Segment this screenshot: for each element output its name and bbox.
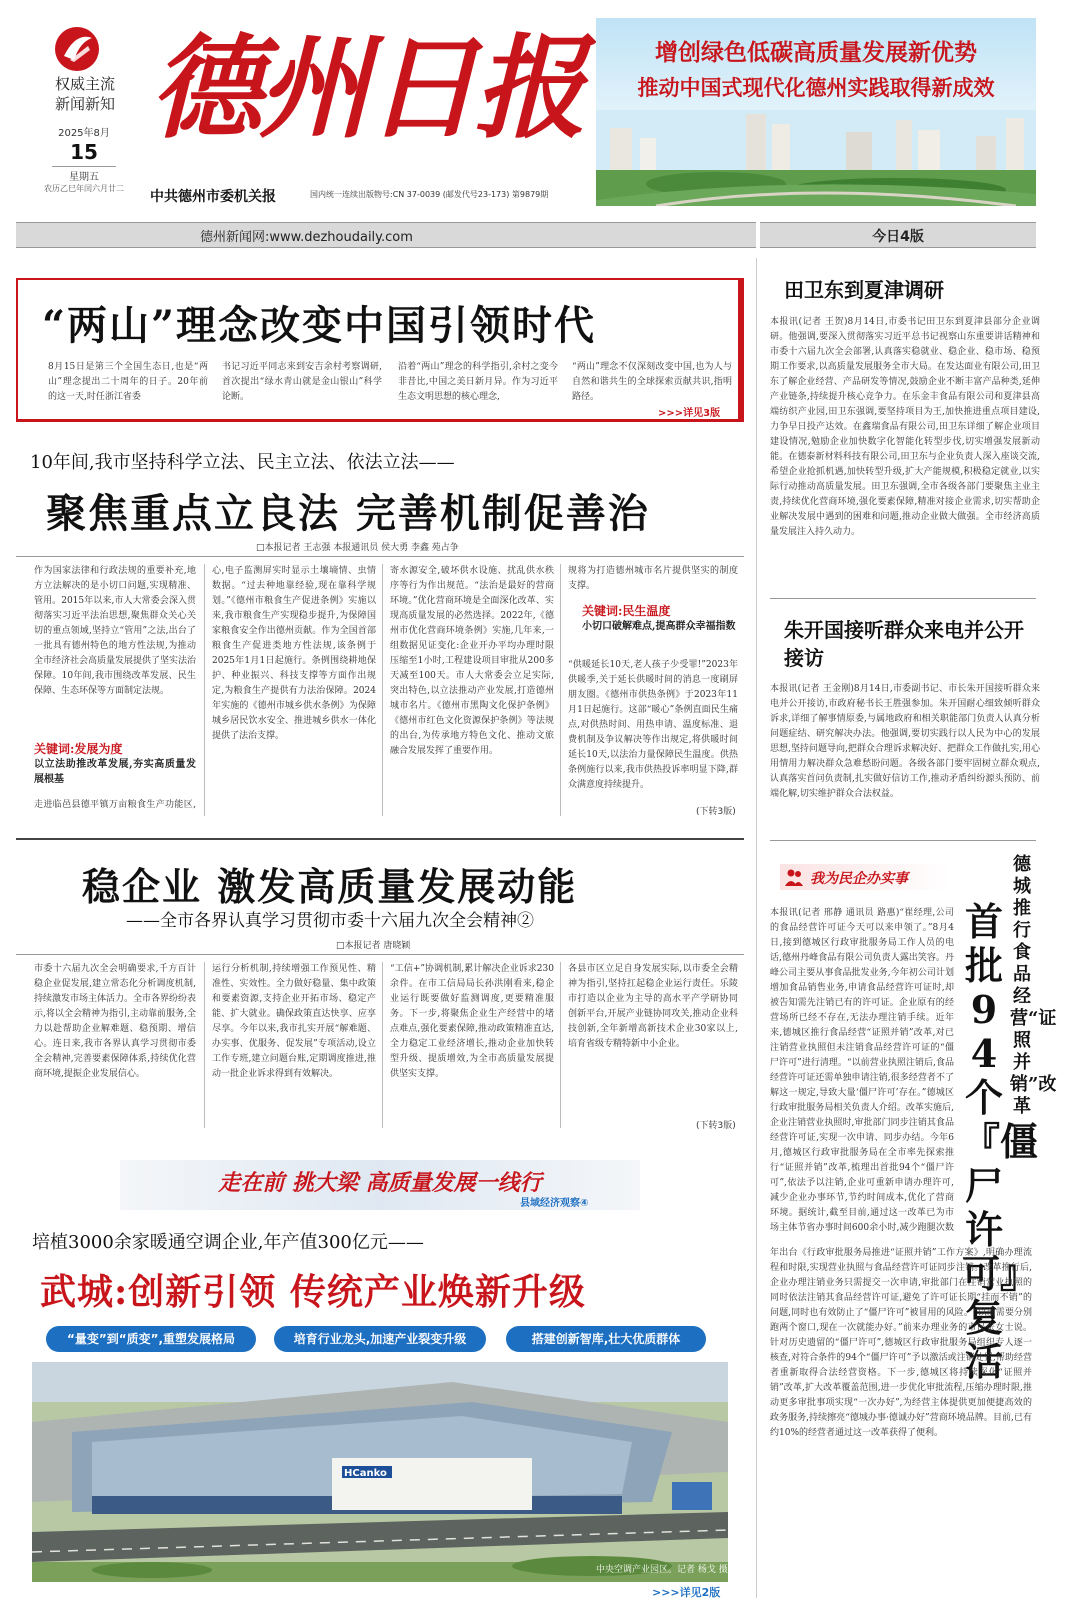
enterprise-col-3: “工信+”协调机制,累计解决企业诉求230余件。在市工信局局长孙洪刚看来,稳企业运行既要做好监测调度,更要精准服务。下一步,将聚焦企业生产经营中的堵点难点,强化要素保障,推动政策精准直达,全力稳定工业经济增长,推动企业加快转型升级、提质增效,为全市高质量发展提供坚实支撑。 (390, 964, 554, 1079)
lead-col-2: 书记习近平同志来到安吉余村考察调研,首次提出“绿水青山就是金山银山”科学论断。 (222, 362, 382, 402)
subhead-pill-3: 搭建创新智库,壮大优质群体 (506, 1326, 706, 1352)
series-tag: 县域经济观察④ (520, 1198, 589, 1209)
legislation-title: 聚焦重点立良法 完善机制促善治 (46, 490, 650, 537)
wucheng-more-link[interactable]: >>>详见2版 (652, 1586, 721, 1599)
subhead-pill-1: “量变”到“质变”,重塑发展格局 (46, 1326, 256, 1352)
enterprise-col-1: 市委十六届九次全会明确要求,千方百计稳企业促发展,建立常态化分析调度机制,持续激发市场主体活力。全市各界纷纷表示,将以全会精神为指引,主动靠前服务,全力以赴帮助企业解难题、稳预期、增信心。连日来,我市各界认真学习贯彻市委全会精神,完善要素保障体系,持续优化营商环境,提振企业发展信心。 (34, 964, 196, 1079)
organ-name: 中共德州市委机关报 (150, 189, 276, 205)
legislation-col-3: 寄水源安全,破坏供水设施、扰乱供水秩序等行为作出规范。“法治是最好的营商环境。”优化营商环境是全面深化改革、实现高质量发展的必然选择。2022年,《德州市优化营商环境条例》实施,几年来,一组数据见证变化:企业开办平均办理时限压缩至1小时,工程建设项目审批从200多天减至100天。市人大常委会立足实际,突出特色,以立法推动产业发展,打造德州城市名片。《德州市黑陶文化保护条例》《德州市红色文化资源保护条例》等法规的出台,为传承地方特色文化、推动文旅融合发展发挥了重要作用。 (390, 566, 554, 756)
side-kicker: 德城推行食品经营“证照并销”改革 (1010, 854, 1057, 1117)
series-banner (120, 1160, 640, 1210)
enterprise-byline: □本报记者 唐晓颖 (336, 941, 411, 951)
right-article-3-body: 本报讯(记者 邢静 通讯员 路惠)“崔经理,公司的食品经营许可证今天可以来申领了。”8月4日,接到德城区行政审批服务局工作人员的电话,德州丹峰食品有限公司负责人露出笑容。丹峰公司主要从事食品批发业务,今年初公司计划增加食品销售业务,申请食品经营许可证时,却被告知需先注销已有的许可证。企业原有的经营场所已经不存在,无法办理注销手续。近年来,德城区推行食品经营“证照并销”改革,对已注销营业执照但未注销食品经营许可证的“僵尸许可”进行清理。“以前营业执照注销后,食品经营许可证还需单独申请注销,很多经营者不了解这一规定,导致大量‘僵尸许可’存在。”德城区行政审批服务局相关负责人介绍。改革实施后,企业注销营业执照时,审批部门同步注销其食品经营许可证,实现一次申请、同步办结。今年6月,德城区行政审批服务局在全市率先探索推行“证照并销”改革,梳理出首批94个“僵尸许可”,依法予以注销,企业可重新申请办理许可,减少企业办事环节,节约时间成本,优化了营商环境。据统计,截至目前,通过这一改革已为市场主体节省办事时间600余小时,减少跑腿次数 (770, 908, 954, 1233)
right-article-2 (770, 612, 1040, 832)
legislation-byline: □本报记者 王志强 本报通讯员 侯大勇 李鑫 苑占争 (256, 543, 459, 553)
legislation-continued: (下转3版) (696, 807, 736, 817)
right-article-3-title: 首批94个『僵尸许可』复活 (962, 899, 1039, 1384)
banner-headline-1: 增创绿色低碳高质量发展新优势 (655, 39, 977, 66)
series-banner-title: 走在前 挑大梁 高质量发展一线行 (218, 1170, 542, 1196)
lead-more-link[interactable]: >>>详见3版 (658, 408, 721, 419)
lead-col-1: 8月15日是第三个全国生态日,也是“两山”理念提出二十周年的日子。20年前的这一天,时任浙江省委 (48, 362, 208, 402)
enterprise-col-2: 运行分析机制,持续增强工作预见性、精准性、实效性。全力做好稳量、集中政策和要素资源,支持企业开拓市场、稳定产能、扩大就业。确保政策直达快享、应享尽享。今年以来,我市扎实开展“解难题、办实事、优服务、促发展”专项活动,设立工作专班,建立问题台账,定期调度推进,推动一批企业诉求得到有效解决。 (212, 964, 376, 1079)
legislation-kicker: 10年间,我市坚持科学立法、民主立法、依法立法—— (30, 452, 455, 473)
masthead (0, 0, 1080, 245)
website-link[interactable]: 德州新闻网:www.dezhoudaily.com (200, 230, 413, 245)
newspaper-logo-icon (54, 26, 100, 72)
right-article-2-title: 朱开国接听群众来电并公开接访 (784, 618, 1024, 670)
keyword-development: 关键词:发展为度 以立法助推改革发展,夯实高质量发展根基 (34, 742, 196, 785)
column-tag: 我为民企办实事 (780, 864, 950, 890)
today-pages: 今日4版 (872, 229, 924, 245)
subhead-pill-2: 培育行业龙头,加速产业裂变升级 (274, 1326, 486, 1352)
wucheng-title: 武城:创新引领 传统产业焕新升级 (40, 1271, 586, 1313)
legislation-col-2: 心,电子监测屏实时显示土壤墒情、虫情数据。“过去种地靠经验,现在靠科学规划。”《德州市粮食生产促进条例》实施以来,我市粮食生产实现稳步提升,为保障国家粮食安全作出德州贡献。作为全国首部粮食生产促进类地方性法规,该条例于2025年1月1日起施行。条例围绕耕地保护、种业振兴、科技支撑等方面作出规定,为粮食生产提供有力法治保障。2024年实施的《德州市城乡供水条例》为保障城乡居民饮水安全、推进城乡供水一体化提供了法治支撑。 (212, 566, 376, 741)
wucheng-feature (16, 1160, 744, 1600)
lead-article (16, 278, 744, 422)
enterprise-article (16, 842, 744, 1142)
right-article-2-body: 本报讯(记者 王金刚)8月14日,市委副书记、市长朱开国接听群众来电并公开接访,市政府秘书长王胜强参加。朱开国耐心细致倾听群众诉求,详细了解事情原委,与属地政府和相关职能部门负责人认真分析问题症结、研究解决办法。他强调,要切实践行以人民为中心的发展思想,坚持问题导向,把群众合理诉求解决好、把群众工作做扎实,用心用情用力解决群众急难愁盼问题。各级各部门要牢固树立群众观点,认真落实首问负责制,扎实做好信访工作,推动矛盾纠纷源头预防、前端化解,切实维护群众合法权益。 (770, 684, 1040, 799)
enterprise-subtitle: ——全市各界认真学习贯彻市委十六届九次全会精神② (126, 911, 534, 931)
photo-caption: 中央空调产业园区。记者 杨戈 摄 (596, 1565, 728, 1575)
legislation-article (16, 440, 744, 828)
wucheng-kicker: 培植3000余家暖通空调企业,年产值300亿元—— (32, 1232, 424, 1253)
masthead-banner (596, 18, 1036, 206)
keyword-livelihood: 关键词:民生温度 小切口破解难点,提高群众幸福指数 (582, 604, 736, 632)
issue-date: 2025年8月 15 星期五 农历乙巳年闰六月廿二 (44, 128, 124, 193)
right-article-3 (770, 852, 1057, 1604)
enterprise-col-4: 各县市区立足自身发展实际,以市委全会精神为指引,坚持扛起稳企业运行责任。乐陵市打造以企业为主导的高水平产学研协同创新平台,开展产业链协同攻关,推动企业科技创新,全年新增高新技术企业30家以上,培育省级专精特新中小企业。 (568, 964, 738, 1049)
people-icon (784, 867, 804, 887)
right-article-3-body-cont: 年出台《行政审批服务局推进“证照并销”工作方案》,明确办理流程和时限,实现营业执照与食品经营许可证同步注销。改革推行后,企业办理注销业务只需提交一次申请,审批部门在注销营业执照的同时依法注销其食品经营许可证,避免了许可证长期“挂而不销”的问题,同时也有效防止了“僵尸许可”被冒用的风险。“以前需要分别跑两个窗口,现在一次就能办好。”前来办理业务的市民张女士说。针对历史遗留的“僵尸许可”,德城区行政审批服务局组织专人逐一核查,对符合条件的94个“僵尸许可”予以激活或注销处置,帮助经营者重新取得合法经营资格。下一步,德城区将持续深化“证照并销”改革,扩大改革覆盖范围,进一步优化审批流程,压缩办理时限,推动更多审批事项实现“一次办好”,为经营主体提供更加便捷高效的政务服务,持续擦亮“德城办事·德诚办好”营商环境品牌。目前,已有约10%的经营者通过这一改革获得了便利。 (770, 1248, 1032, 1438)
enterprise-title: 稳企业 激发高质量发展动能 (82, 864, 578, 909)
lead-col-3: 沿着“两山”理念的科学指引,余村之变今非昔比,中国之美日新月异。作为习近平生态文明思想的核心理念, (398, 362, 558, 402)
legislation-col-4: 规将为打造德州城市名片提供坚实的制度支撑。 (568, 566, 738, 591)
industrial-park-photo (32, 1362, 728, 1582)
paper-name: 德州日报 (150, 23, 582, 154)
factory-sign: HCanko (344, 1468, 387, 1479)
legislation-col-4b: “供暖延长10天,老人孩子少受罪!”2023年供暖季,关于延长供暖时间的消息一度刷屏朋友圈。《德州市供热条例》于2023年11月1日起施行。这部“暖心”条例直面民生痛点,对供热时间、用热申请、温度标准、退费机制及争议解决等作出规定,将供暖时间延长10天,以法治力量保障民生温度。供热条例施行以来,我市供热投诉率明显下降,群众满意度持续提升。 (568, 660, 738, 790)
issn-line: 国内统一连续出版物号:CN 37-0039 (邮发代号23-173) 第9879期 (310, 190, 549, 199)
city-skyline-photo (596, 110, 1036, 206)
slogan: 权威主流 新闻新知 (54, 75, 115, 113)
right-article-1-title: 田卫东到夏津调研 (784, 278, 944, 302)
lead-col-4: “两山”理念不仅深刻改变中国,也为人与自然和谐共生的全球探索贡献共识,指明路径。 (572, 362, 732, 402)
legislation-col-1-tail: 走进临邑县德平镇万亩粮食生产功能区, (34, 800, 196, 810)
enterprise-continued: (下转3版) (696, 1121, 736, 1131)
right-article-1 (770, 270, 1040, 590)
lead-title: “两山”理念改变中国引领时代 (42, 302, 597, 349)
banner-headline-2: 推动中国式现代化德州实践取得新成效 (637, 75, 995, 100)
legislation-col-1: 作为国家法律和行政法规的重要补充,地方立法解决的是小切口问题,实现精准、管用。2015年以来,市人大常委会深入贯彻落实习近平法治思想,聚焦群众关心关切的重点领域,坚持立“管用”之法,出台了一批具有德州特色的地方性法规,为推动全市经济社会高质量发展提供了坚实法治保障。10年间,我市围绕改革发展、民生保障、生态环保等方面制定法规。 (34, 566, 196, 696)
right-article-1-body: 本报讯(记者 王贺)8月14日,市委书记田卫东到夏津县部分企业调研。他强调,要深入贯彻落实习近平总书记视察山东重要讲话精神和市委十六届九次全会部署,认真落实稳就业、稳企业、稳市场、稳预期工作要求,以高质量发展服务全市大局。在发达面业有限公司,田卫东了解企业经营、产品研发等情况,鼓励企业不断丰富产品种类,延伸产业链条,持续提升核心竞争力。在乐金丰食品有限公司和夏津县高端纺织产业园,田卫东强调,要坚持项目为王,加快推进重点项目建设,力争早日投产达效。在鑫瑞食品有限公司,田卫东详细了解企业项目建设情况,勉励企业加快数字化智能化转型步伐,切实增强发展新动能。在德泰新材料科技有限公司,田卫东与企业负责人深入座谈交流,希望企业抢抓机遇,加快转型升级,扩大产能规模,积极稳定就业,以实际行动推动高质量发展。田卫东强调,全市各级各部门要聚焦主业主责,持续优化营商环境,强化要素保障,精准对接企业需求,切实帮助企业解决发展中遇到的困难和问题,推动企业做大做强。全市经济高质量发展注入持久动力。 (770, 317, 1040, 537)
